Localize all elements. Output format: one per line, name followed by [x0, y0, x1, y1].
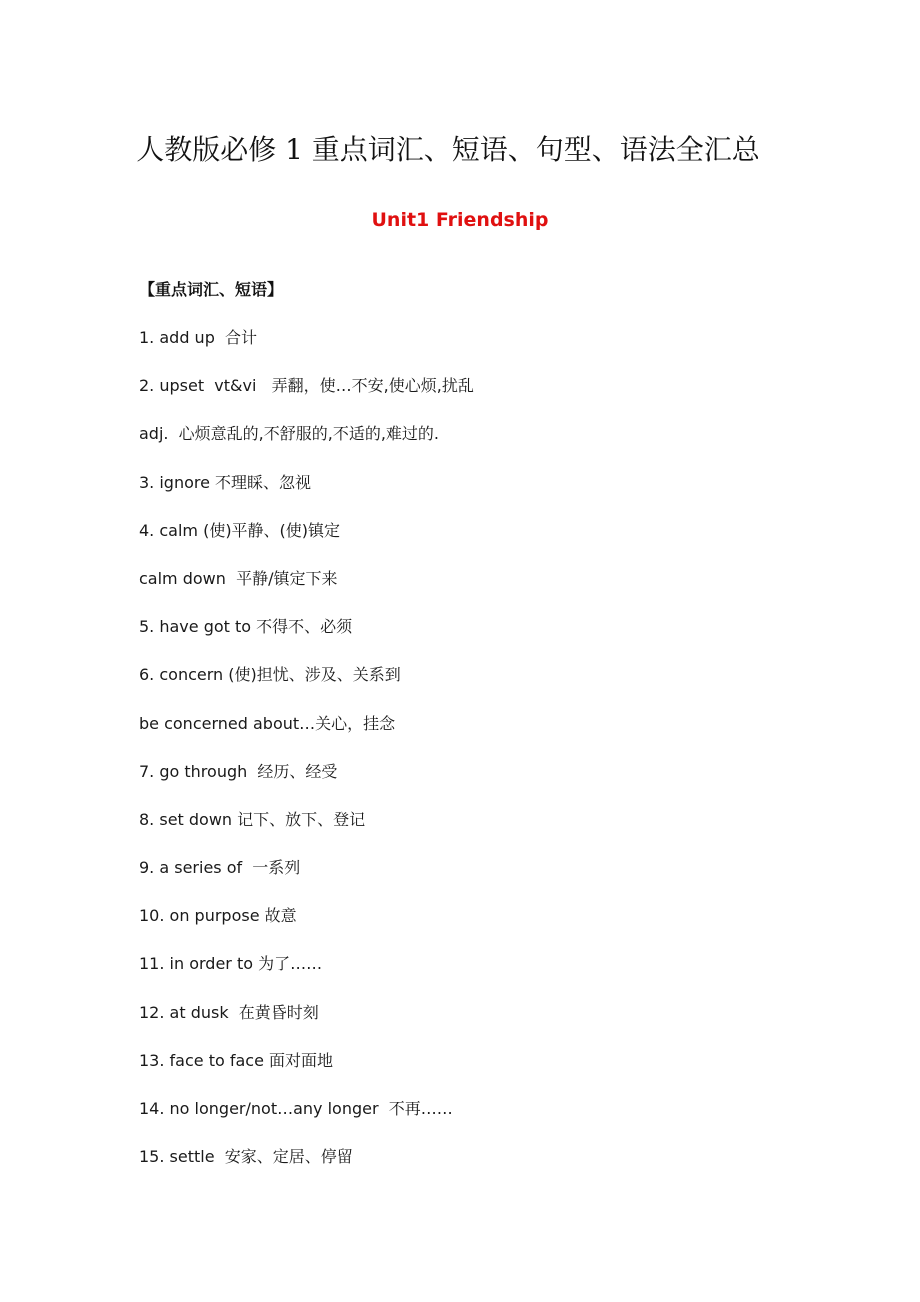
unit-title: Unit1 Friendship: [371, 209, 549, 231]
list-item: 11. in order to 为了……: [139, 954, 323, 974]
list-item: 7. go through 经历、经受: [139, 761, 338, 781]
list-item: 4. calm (使)平静、(使)镇定: [139, 520, 341, 540]
list-item: 3. ignore 不理睬、忽视: [139, 472, 312, 492]
list-item: 12. at dusk 在黄昏时刻: [139, 1002, 319, 1022]
list-item: calm down 平静/镇定下来: [139, 568, 338, 588]
list-item: adj. 心烦意乱的,不舒服的,不适的,难过的.: [139, 424, 440, 444]
section-heading: 【重点词汇、短语】: [139, 280, 284, 299]
list-item: 1. add up 合计: [139, 328, 258, 347]
list-item: 15. settle 安家、定居、停留: [139, 1147, 353, 1167]
list-item: 6. concern (使)担忧、涉及、关系到: [139, 665, 401, 685]
list-item: 5. have got to 不得不、必须: [139, 617, 353, 637]
vocabulary-list: [139, 324, 474, 1191]
list-item: 14. no longer/not…any longer 不再……: [139, 1099, 453, 1118]
document-title: 人教版必修 1 重点词汇、短语、句型、语法全汇总: [136, 133, 760, 166]
list-item: 13. face to face 面对面地: [139, 1050, 334, 1070]
list-item: 10. on purpose 故意: [139, 906, 297, 926]
list-item: be concerned about…关心，挂念: [139, 713, 396, 733]
list-item: 2. upset vt&vi 弄翻，使…不安,使心烦,扰乱: [139, 376, 474, 396]
list-item: 9. a series of 一系列: [139, 858, 301, 878]
list-item: 8. set down 记下、放下、登记: [139, 809, 366, 829]
